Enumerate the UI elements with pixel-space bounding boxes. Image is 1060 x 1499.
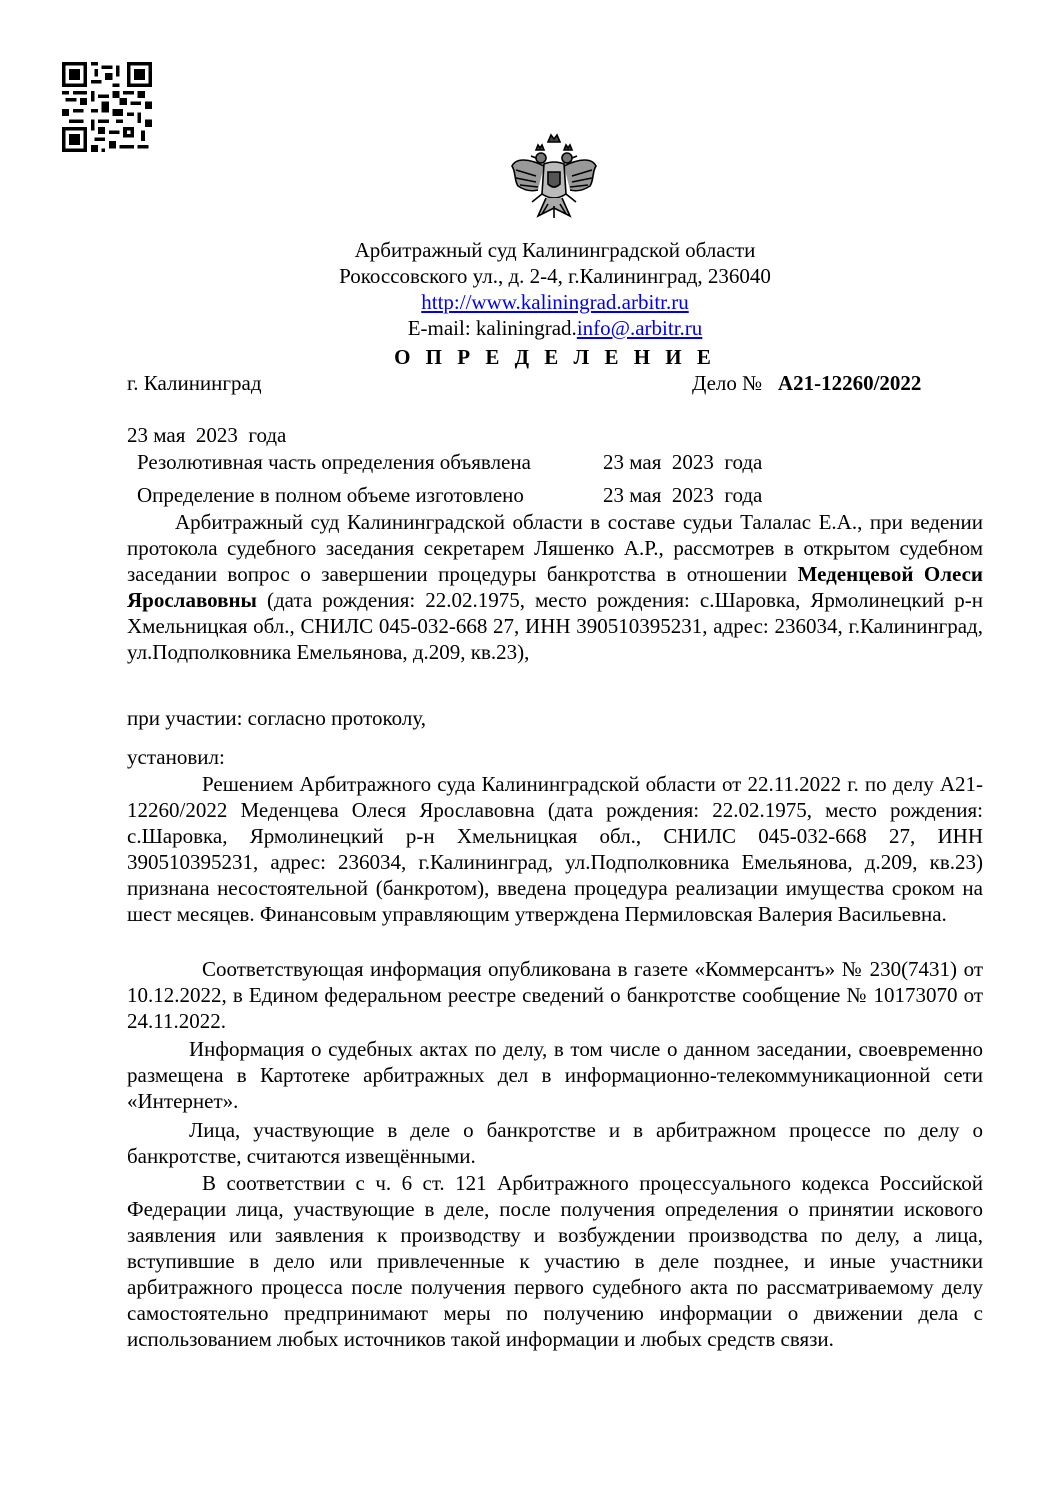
operative-part-label: Резолютивная часть определения объявлена (137, 450, 531, 474)
case-number-line (692, 370, 921, 396)
paragraph-procedure: В соответствии с ч. 6 ст. 121 Арбитражного процессуального кодекса Российской Федерации лица, участвующие в деле, после получения определения о принятии искового заявления или заявления к производству и возбуждении производства по делу, а лица, вступившие в дело или привлеченные к участию в деле позднее, и иные участники арбитражного процесса после получения первого судебного акта по рассматриваемому делу самостоятельно предпринимают меры по получению информации о движении дела с использованием любых источников такой информации и любых средств связи. (127, 1171, 983, 1351)
document-title: О П Р Е Д Е Л Е Н И Е (394, 345, 716, 369)
participation-line: при участии: согласно протоколу, (127, 706, 426, 730)
court-name: Арбитражный суд Калининградской области (354, 238, 756, 262)
intro-text-before: Арбитражный суд Калининградской области в составе судьи Талалас Е.А., при ведении протокола судебного заседания секретарем Ляшенко А.Р., рассмотрев в открытом судебном заседании вопрос о завершении процедуры банкротства в отношении (127, 510, 983, 586)
court-website-link[interactable]: http://www.kaliningrad.arbitr.ru (421, 290, 689, 314)
intro-text-after: (дата рождения: 22.02.1975, место рождения: с.Шаровка, Ярмолинецкий р-н Хмельницкая обл., СНИЛС 045-032-668 27, ИНН 390510395231, адрес: 236034, г.Калининград, ул.Подполковника Емельянова, д.209, кв.23), (127, 588, 983, 664)
full-text-label: Определение в полном объеме изготовлено (137, 483, 524, 507)
paragraph-information: Информация о судебных актах по делу, в том числе о данном заседании, своевременно размещена в Картотеке арбитражных дел в информационно-телекоммуникационной сети «Интернет». (127, 1037, 983, 1113)
court-email (0, 315, 1060, 341)
court-email-link[interactable]: info@.arbitr.ru (576, 316, 703, 340)
email-prefix: E-mail: kaliningrad. (407, 316, 577, 340)
operative-part-date: 23 мая 2023 года (603, 450, 763, 474)
established-heading: установил: (127, 745, 225, 769)
paragraph-decision: Решением Арбитражного суда Калининградской области от 22.11.2022 г. по делу А21-12260/2022 Меденцева Олеся Ярославовна (дата рождения: 22.02.1975, место рождения: с.Шаровка, Ярмолинецкий р-н Хмельницкая обл., СНИЛС 045-032-668 27, ИНН 390510395231, адрес: 236034, г.Калининград, ул.Подполковника Емельянова, д.209, кв.23) признана несостоятельной (банкротом), введена процедура реализации имущества сроком на шест месяцев. Финансовым управляющим утверждена Пермиловская Валерия Васильевна. (127, 772, 983, 926)
court-address: Рокоссовского ул., д. 2-4, г.Калининград, 236040 (339, 264, 771, 288)
debtor-name: Меденцевой Олеси Ярославовны (127, 562, 984, 612)
court-header (0, 237, 1060, 341)
case-label: Дело № (692, 371, 763, 395)
qr-code (62, 62, 152, 152)
intro-paragraph (127, 509, 983, 665)
case-number: А21-12260/2022 (777, 371, 922, 395)
coat-of-arms-emblem (508, 128, 600, 228)
paragraph-publication: Соответствующая информация опубликована в газете «Коммерсантъ» № 230(7431) от 10.12.2022, в Едином федеральном реестре сведений о банкротстве сообщение № 10173070 от 24.11.2022. (127, 957, 983, 1033)
document-date: 23 мая 2023 года (127, 423, 287, 447)
city: г. Калининград (127, 371, 262, 395)
full-text-date: 23 мая 2023 года (603, 483, 763, 507)
paragraph-notified: Лица, участвующие в деле о банкротстве и в арбитражном процессе по делу о банкротстве, считаются извещёнными. (127, 1118, 983, 1168)
